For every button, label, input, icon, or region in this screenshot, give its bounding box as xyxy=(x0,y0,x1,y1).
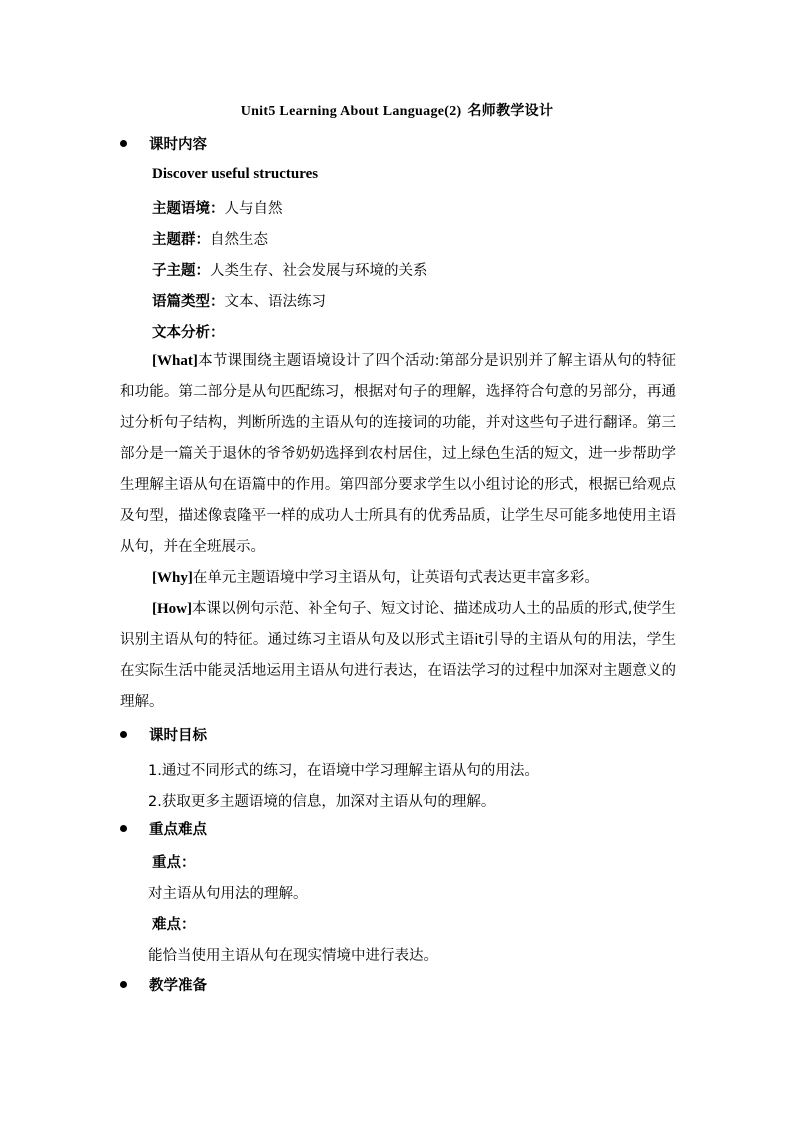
section-key-heading xyxy=(120,817,207,839)
what-paragraph xyxy=(120,346,676,563)
theme-value: 人与自然 xyxy=(224,201,283,217)
section-goals-heading xyxy=(120,723,207,745)
how-text: 本课以例句示范、补全句子、短文讨论、描述成功人土的品质的形式,使学生识别主语从句的特征。通过练习主语从句及以形式主语it引导的主语从句的用法，学生在实际生活中能灵活地运用主语从句进行表达，在语法学习的过程中加深对主题意义的理解。 xyxy=(120,601,676,710)
section-label: 重点难点 xyxy=(149,821,207,838)
why-text: 在单元主题语境中学习主语从句，让英语句式表达更丰富多彩。 xyxy=(192,570,599,586)
goal-item-1: 1.通过不同形式的练习，在语境中学习理解主语从句的用法。 xyxy=(148,763,539,779)
difficulty-label: 难点： xyxy=(152,917,196,933)
group-value: 自然生态 xyxy=(210,232,268,248)
key-value: 对主语从句用法的理解。 xyxy=(148,886,308,902)
how-tag: [How] xyxy=(152,601,192,617)
how-paragraph xyxy=(120,594,676,718)
section-label: 课时内容 xyxy=(149,136,207,153)
bullet-icon xyxy=(120,140,127,147)
group-label: 主题群： xyxy=(152,232,210,248)
section-label: 教学准备 xyxy=(149,977,207,994)
text-type-line xyxy=(152,290,326,311)
why-paragraph xyxy=(120,563,676,594)
why-tag: [Why] xyxy=(152,570,193,586)
goal-item-2: 2.获取更多主题语境的信息，加深对主语从句的理解。 xyxy=(148,794,496,810)
section-content-heading xyxy=(120,132,207,154)
title-chinese: 名师教学设计 xyxy=(467,103,554,119)
group-line xyxy=(152,228,268,249)
bullet-icon xyxy=(120,825,127,832)
what-text: 本节课围绕主题语境设计了四个活动:第部分是识别并了解主语从句的特征和功能。第二部分是从句匹配练习，根据对句子的理解，选择符合句意的另部分，再通过分析句子结构，判断所选的主语从句的连接词的功能，并对这些句子进行翻译。第三部分是一篇关于退休的爷爷奶奶选择到农村居住，过上绿色生活的短文，进一步帮助学生理解主语从句在语篇中的作用。第四部分要求学生以小组讨论的形式，根据已给观点及句型，描述像袁隆平一样的成功人士所具有的优秀品质，让学生尽可能多地使用主语从句，并在全班展示。 xyxy=(120,353,676,555)
bullet-icon xyxy=(120,731,127,738)
section-prep-heading xyxy=(120,973,207,995)
section-label: 课时目标 xyxy=(149,727,207,744)
title-english: Unit5 Learning About Language(2) xyxy=(240,104,462,119)
text-type-value: 文本、语法练习 xyxy=(224,294,326,310)
page-title xyxy=(0,100,794,120)
subtheme-label: 子主题： xyxy=(152,263,210,279)
theme-line xyxy=(152,197,283,218)
key-label: 重点： xyxy=(152,855,196,871)
topic-line: Discover useful structures xyxy=(152,166,319,182)
analysis-label: 文本分析： xyxy=(152,325,225,341)
subtheme-line xyxy=(152,259,428,280)
difficulty-value: 能恰当使用主语从句在现实情境中进行表达。 xyxy=(148,948,438,964)
subtheme-value: 人类生存、社会发展与环境的关系 xyxy=(210,263,428,279)
what-tag: [What] xyxy=(152,353,198,369)
bullet-icon xyxy=(120,981,127,988)
text-type-label: 语篇类型： xyxy=(152,294,225,310)
theme-label: 主题语境： xyxy=(152,201,225,217)
